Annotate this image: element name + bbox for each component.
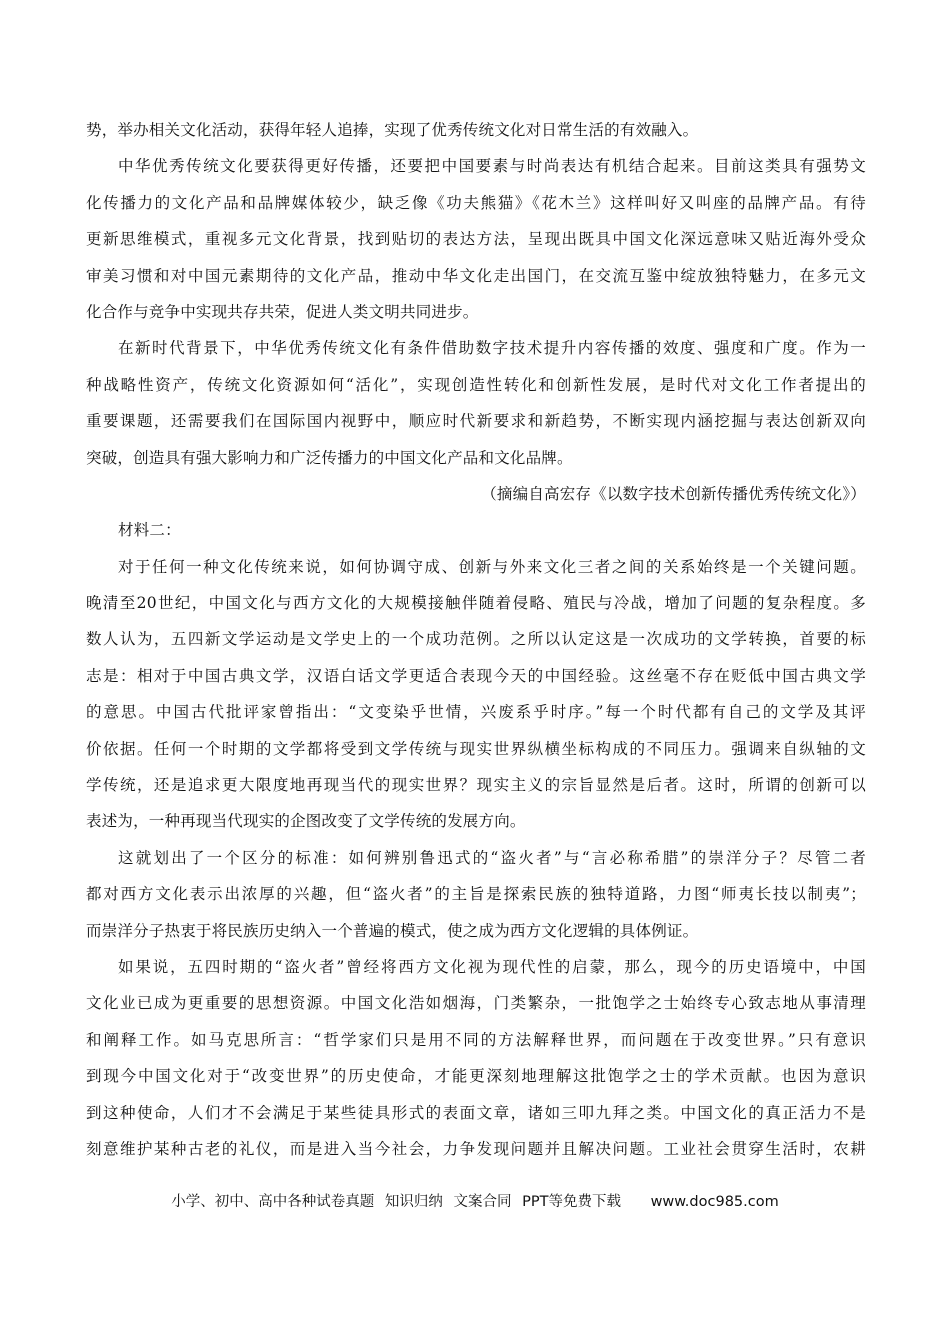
text-line: 数人认为，五四新文学运动是文学史上的一个成功范例。之所以认定这是一次成功的文学转换，首要的标 bbox=[86, 630, 866, 649]
text-line: 都对西方文化表示出浓厚的兴趣，但“盗火者”的主旨是探索民族的独特道路，力图“师夷长技以制夷”； bbox=[86, 885, 866, 904]
text-line: 价依据。任何一个时期的文学都将受到文学传统与现实世界纵横坐标构成的不同压力。强调来自纵轴的文 bbox=[86, 739, 866, 758]
page-footer bbox=[0, 1190, 950, 1211]
text-line: 化合作与竞争中实现共存共荣，促进人类文明共同进步。 bbox=[86, 302, 479, 321]
text-line: 突破，创造具有强大影响力和广泛传播力的中国文化产品和文化品牌。 bbox=[86, 448, 573, 467]
text-line: 更新思维模式，重视多元文化背景，找到贴切的表达方法，呈现出既具中国文化深远意味又贴近海外受众 bbox=[86, 230, 866, 249]
text-line: 刻意维护某种古老的礼仪，而是进入当今社会，力争发现问题并且解决问题。工业社会贯穿生活时，农耕 bbox=[86, 1139, 866, 1158]
text-line: 学传统，还是追求更大限度地再现当代的现实世界？现实主义的宗旨显然是后者。这时，所谓的创新可以 bbox=[86, 776, 866, 795]
text-line: 晚清至20世纪，中国文化与西方文化的大规模接触伴随着侵略、殖民与冷战，增加了问题的复杂程度。多 bbox=[86, 594, 866, 613]
footer-url[interactable]: www.doc985.com bbox=[650, 1194, 779, 1210]
footer-item: 文案合同 bbox=[453, 1194, 512, 1210]
text-line: 这就划出了一个区分的标准：如何辨别鲁迅式的“盗火者”与“言必称希腊”的崇洋分子？尽管二者 bbox=[118, 848, 866, 867]
section-heading: 材料二： bbox=[118, 521, 181, 540]
footer-item: 知识归纳 bbox=[384, 1194, 443, 1210]
text-line: 到现今中国文化对于“改变世界”的历史使命，才能更深刻地理解这批饱学之士的学术贡献。也因为意识 bbox=[86, 1067, 866, 1086]
document-body bbox=[86, 112, 866, 1167]
footer-item: PPT等免费下载 bbox=[522, 1194, 621, 1210]
text-line: 而崇洋分子热衷于将民族历史纳入一个普遍的模式，使之成为西方文化逻辑的具体例证。 bbox=[86, 921, 699, 940]
text-line: 到这种使命，人们才不会满足于某些徒具形式的表面文章，诸如三叩九拜之类。中国文化的真正活力不是 bbox=[86, 1103, 866, 1122]
footer-item: 小学、初中、高中各种试卷真题 bbox=[171, 1194, 375, 1210]
text-line: 中华优秀传统文化要获得更好传播，还要把中国要素与时尚表达有机结合起来。目前这类具有强势文 bbox=[118, 157, 866, 176]
text-line: 重要课题，还需要我们在国际国内视野中，顺应时代新要求和新趋势，不断实现内涵挖掘与表达创新双向 bbox=[86, 412, 866, 431]
text-line: 和阐释工作。如马克思所言：“哲学家们只是用不同的方法解释世界，而问题在于改变世界。”只有意识 bbox=[86, 1030, 866, 1049]
text-line: 在新时代背景下，中华优秀传统文化有条件借助数字技术提升内容传播的效度、强度和广度。作为一 bbox=[118, 339, 866, 358]
text-line: 文化业已成为更重要的思想资源。中国文化浩如烟海，门类繁杂，一批饱学之士始终专心致志地从事清理 bbox=[86, 994, 866, 1013]
text-line: 如果说，五四时期的“盗火者”曾经将西方文化视为现代性的启蒙，那么，现今的历史语境中，中国 bbox=[118, 957, 866, 976]
text-line: 的意思。中国古代批评家曾指出：“文变染乎世情，兴废系乎时序。”每一个时代都有自己的文学及其评 bbox=[86, 703, 866, 722]
text-line: 势，举办相关文化活动，获得年轻人追捧，实现了优秀传统文化对日常生活的有效融入。 bbox=[86, 121, 699, 139]
text-line: 种战略性资产，传统文化资源如何“活化”，实现创造性转化和创新性发展，是时代对文化工作者提出的 bbox=[86, 375, 866, 394]
text-line: 化传播力的文化产品和品牌媒体较少，缺乏像《功夫熊猫》《花木兰》这样叫好又叫座的品牌产品。有待 bbox=[86, 193, 866, 212]
source-citation: （摘编自高宏存《以数字技术创新传播优秀传统文化》） bbox=[481, 484, 866, 503]
text-line: 志是：相对于中国古典文学，汉语白话文学更适合表现今天的中国经验。这丝毫不存在贬低中国古典文学 bbox=[86, 666, 866, 685]
text-line: 表述为，一种再现当代现实的企图改变了文学传统的发展方向。 bbox=[86, 812, 526, 831]
text-line: 审美习惯和对中国元素期待的文化产品，推动中华文化走出国门，在交流互鉴中绽放独特魅力，在多元文 bbox=[86, 266, 866, 285]
text-line: 对于任何一种文化传统来说，如何协调守成、创新与外来文化三者之间的关系始终是一个关键问题。 bbox=[118, 557, 866, 576]
